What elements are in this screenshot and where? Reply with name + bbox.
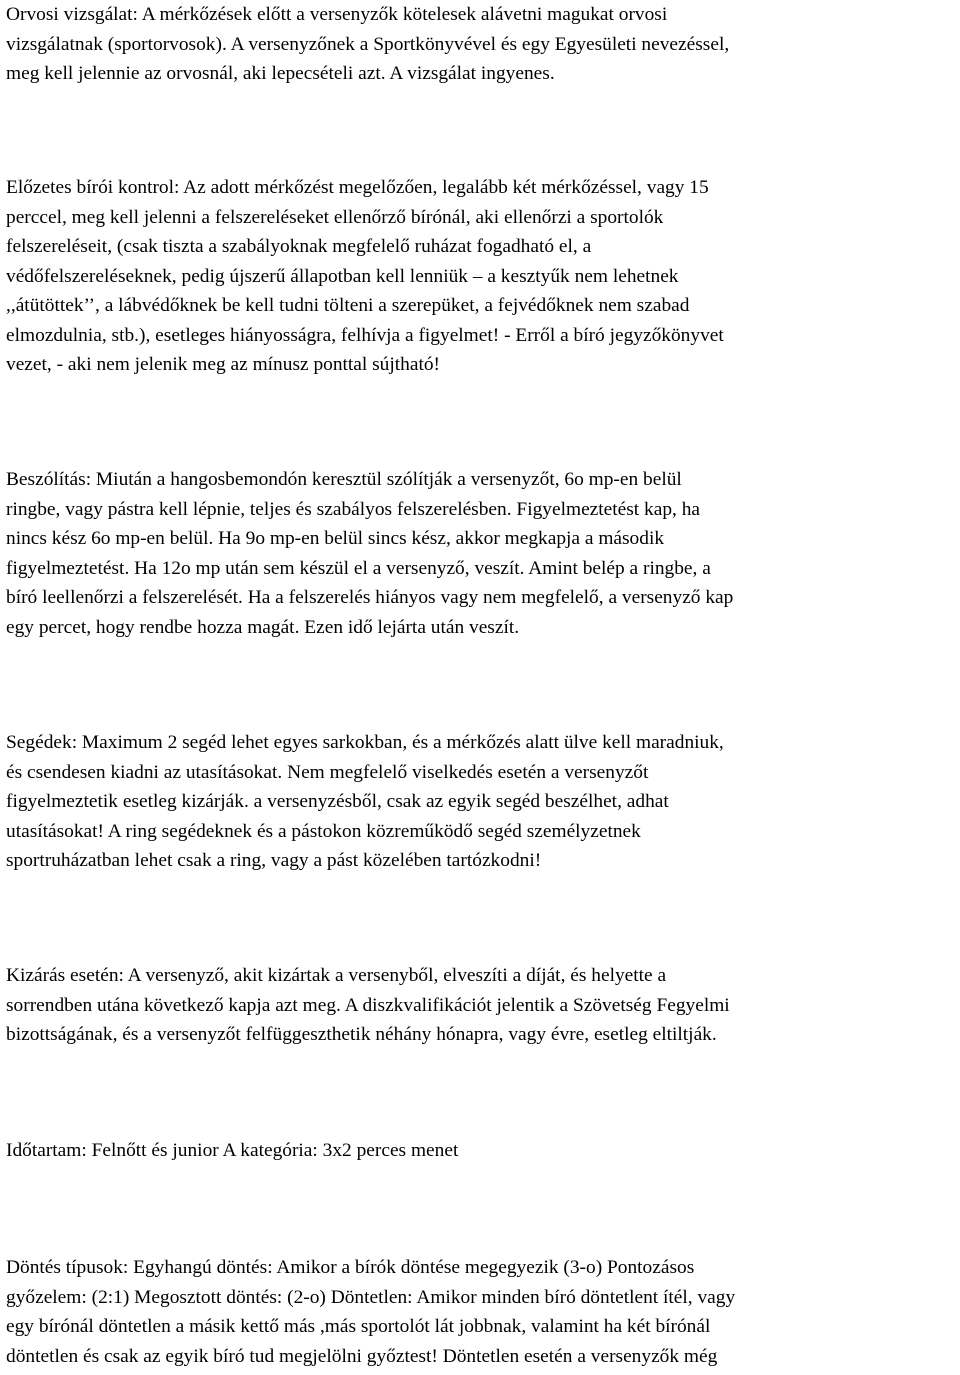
paragraph-segedek [6,728,724,876]
text-line: ,,átütöttek’’, a lábvédőknek be kell tudni tölteni a szerepüket, a fejvédőknek nem szabad [6,295,690,316]
text-line: Előzetes bírói kontrol: Az adott mérkőzést megelőzően, legalább két mérkőzéssel, vagy 15 [6,177,709,198]
text-line: elmozdulnia, stb.), esetleges hiányosságra, felhívja a figyelmet! - Erről a bíró jegyzőkönyvet [6,324,724,346]
text-line: meg kell jelennie az orvosnál, aki lepecsételi azt. A vizsgálat ingyenes. [6,63,555,84]
text-line: Beszólítás: Miután a hangosbemondón keresztül szólítják a versenyzőt, 6o mp-en belül [6,469,682,490]
paragraph-elozetes-biroi-kontrol [6,173,724,380]
paragraph-beszolitas [6,465,733,642]
text-line: Segédek: Maximum 2 segéd lehet egyes sarkokban, és a mérkőzés alatt ülve kell maradniuk, [6,732,724,753]
text-line: utasításokat! A ring segédeknek és a pástokon közreműködő segéd személyzetnek [6,820,641,842]
text-line: Döntés típusok: Egyhangú döntés: Amikor a bírók döntése megegyezik (3-o) Pontozásos [6,1257,695,1278]
text-line: győzelem: (2:1) Megosztott döntés: (2-o) Döntetlen: Amikor minden bíró döntetlent ítél, vagy [6,1286,736,1308]
text-line: védőfelszereléseknek, pedig újszerű állapotban kell lenniük – a kesztyűk nem lehetnek [6,265,679,287]
text-line: felszereléseit, (csak tiszta a szabályoknak megfelelő ruházat fogadható el, a [6,236,592,257]
text-line: egy bírónál döntetlen a másik kettő más ,más sportolót lát jobbnak, valamint ha két bírónál [6,1316,711,1337]
text-line: egy percet, hogy rendbe hozza magát. Ezen idő lejárta után veszít. [6,616,520,638]
paragraph-orvosi-vizsgalat [6,0,729,89]
paragraph-kizaras [6,961,730,1050]
text-line: ringbe, vagy pástra kell lépnie, teljes és szabályos felszerelésben. Figyelmeztetést kap, ha [6,498,701,520]
text-line: nincs kész 6o mp-en belül. Ha 9o mp-en belül sincs kész, akkor megkapja a második [6,528,665,549]
text-line: perccel, meg kell jelenni a felszereléseket ellenőrző bírónál, aki ellenőrzi a sportolók [6,206,664,228]
text-line: Orvosi vizsgálat: A mérkőzések előtt a versenyzők kötelesek alávetni magukat orvosi [6,4,668,25]
text-line: Kizárás esetén: A versenyző, akit kizártak a versenyből, elveszíti a díját, és helyette a [6,965,667,986]
text-line: vizsgálatnak (sportorvosok). A versenyzőnek a Sportkönyvével és egy Egyesületi nevezéssel, [6,33,730,55]
text-line: bíró leellenőrzi a felszerelését. Ha a felszerelés hiányos vagy nem megfelelő, a versenyző kap [6,587,734,608]
text-line: vezet, - aki nem jelenik meg az mínusz ponttal sújtható! [6,354,440,375]
text-line: és csendesen kiadni az utasításokat. Nem megfelelő viselkedés esetén a versenyzőt [6,761,649,783]
text-line: sorrendben utána következő kapja azt meg. A diszkvalifikációt jelentik a Szövetség Fegyelmi [6,994,730,1016]
text-line: bizottságának, és a versenyzőt felfüggeszthetik néhány hónapra, vagy évre, esetleg eltiltják. [6,1024,717,1045]
paragraph-idotartam [6,1136,458,1166]
text-line: Időtartam: Felnőtt és junior A kategória: 3x2 perces menet [6,1140,459,1161]
text-line: figyelmeztetik esetleg kizárják. a versenyzésből, csak az egyik segéd beszélhet, adhat [6,791,669,812]
paragraph-dontes-tipusok [6,1253,735,1371]
text-line: sportruházatban lehet csak a ring, vagy a pást közelében tartózkodni! [6,850,542,871]
text-line: figyelmeztetést. Ha 12o mp után sem készül el a versenyző, veszít. Amint belép a ringbe, a [6,557,711,579]
text-line: döntetlen és csak az egyik bíró tud megjelölni győztest! Döntetlen esetén a versenyzők még [6,1345,718,1367]
